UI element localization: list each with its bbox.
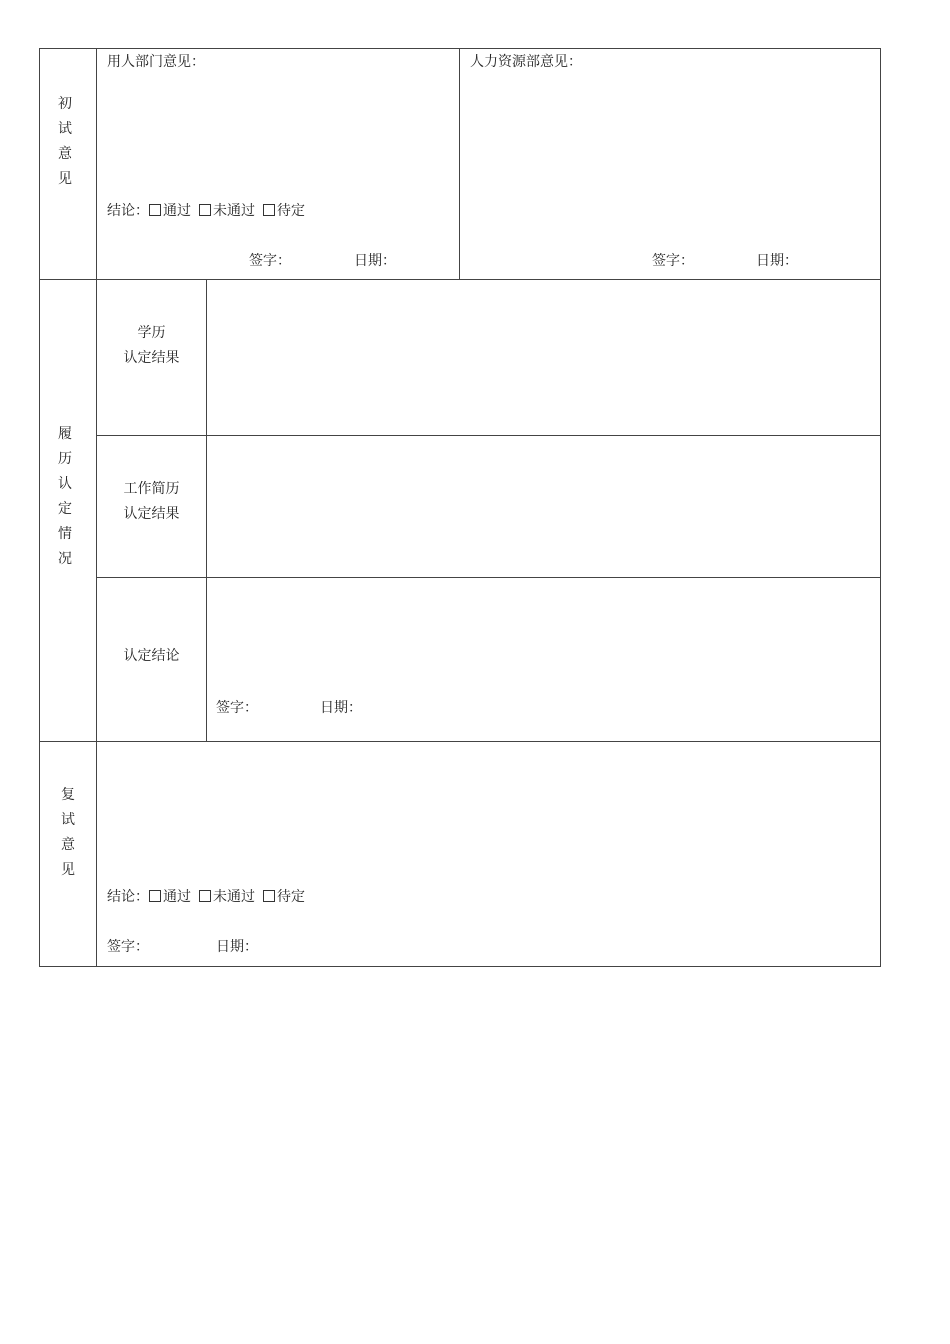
divider-resume-retest xyxy=(39,741,881,742)
option-fail[interactable]: 未通过 xyxy=(199,889,255,905)
option-pending[interactable]: 待定 xyxy=(263,203,305,219)
resume-sign-label: 签字： xyxy=(216,700,258,716)
checkbox-fail[interactable] xyxy=(199,204,211,216)
dept-date-label: 日期： xyxy=(354,253,396,269)
hr-date-label: 日期： xyxy=(756,253,798,269)
divider-work-conclusion xyxy=(96,577,881,578)
retest-conclusion-row xyxy=(107,887,313,907)
option-pass[interactable]: 通过 xyxy=(149,203,191,219)
option-pass[interactable]: 通过 xyxy=(149,889,191,905)
resume-conclusion-label: 认定结论 xyxy=(123,648,180,664)
checkbox-pending[interactable] xyxy=(263,204,275,216)
initial-section-label: 初 试 意 见 xyxy=(58,96,72,187)
dept-sign-label: 签字： xyxy=(249,253,291,269)
hr-opinion-label: 人力资源部意见： xyxy=(470,54,582,70)
divider-initial-resume xyxy=(39,279,881,280)
divider-education-work xyxy=(96,435,881,436)
divider-dept-hr xyxy=(459,48,460,279)
option-pending[interactable]: 待定 xyxy=(263,889,305,905)
conclusion-label: 结论： xyxy=(107,889,149,905)
checkbox-pass[interactable] xyxy=(149,204,161,216)
checkbox-pending[interactable] xyxy=(263,890,275,902)
initial-conclusion-row xyxy=(107,201,313,221)
conclusion-label: 结论： xyxy=(107,203,149,219)
hr-sign-label: 签字： xyxy=(652,253,694,269)
checkbox-fail[interactable] xyxy=(199,890,211,902)
retest-section-label: 复 试 意 见 xyxy=(61,787,75,878)
retest-sign-label: 签字： xyxy=(107,939,149,955)
option-fail[interactable]: 未通过 xyxy=(199,203,255,219)
checkbox-pass[interactable] xyxy=(149,890,161,902)
divider-resume-subcolumn xyxy=(206,279,207,741)
resume-date-label: 日期： xyxy=(320,700,362,716)
resume-section-label: 履 历 认 定 情 况 xyxy=(58,426,72,567)
retest-date-label: 日期： xyxy=(216,939,258,955)
education-label: 学历 认定结果 xyxy=(123,325,180,366)
work-history-label: 工作简历 认定结果 xyxy=(123,481,180,522)
dept-opinion-label: 用人部门意见： xyxy=(107,54,205,70)
